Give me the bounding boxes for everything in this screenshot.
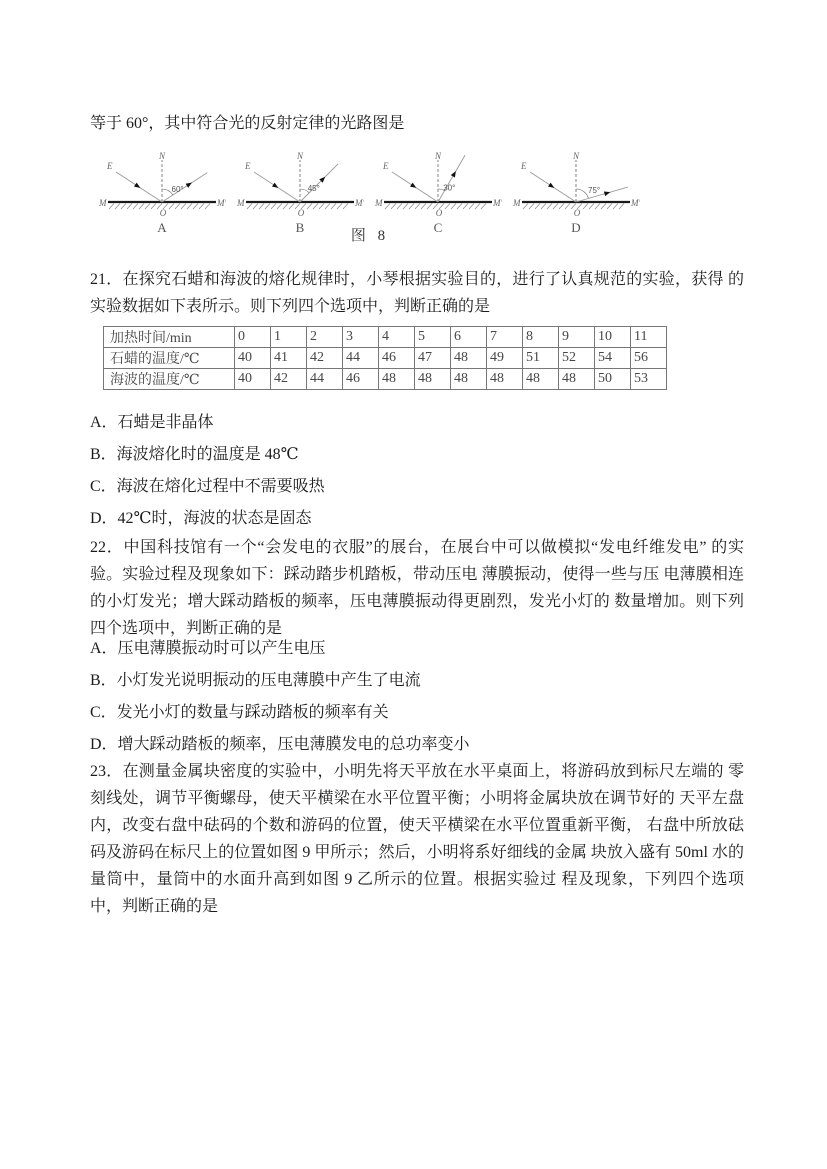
table-cell: 46 (343, 369, 379, 390)
incident-ray-label: E (245, 161, 251, 171)
mirror-hatch (421, 204, 426, 210)
mirror-hatch (529, 204, 534, 210)
mirror-hatch (181, 204, 186, 210)
reflected-ray (438, 155, 465, 202)
table-cell: 48 (415, 369, 451, 390)
mirror-hatch (469, 204, 474, 210)
mirror-hatch (145, 204, 150, 210)
mirror-hatch (289, 204, 294, 210)
table-cell: 54 (595, 348, 631, 369)
table-cell: 42 (271, 369, 307, 390)
mirror-hatch (397, 204, 402, 210)
table-cell: 9 (559, 327, 595, 348)
normal-label: N (434, 151, 442, 161)
table-cell: 49 (487, 348, 523, 369)
mirror-hatch (463, 204, 468, 210)
table-cell: 10 (595, 327, 631, 348)
mirror-hatch (199, 204, 204, 210)
mirror-hatch (115, 204, 120, 210)
mirror-hatch (271, 204, 276, 210)
table-cell: 40 (235, 369, 271, 390)
vertex-label: O (297, 208, 305, 218)
table-row (104, 369, 667, 390)
mirror-hatch (187, 204, 192, 210)
intro-text: 等于 60°，其中符合光的反射定律的光路图是 (90, 115, 405, 132)
table-cell: 51 (523, 348, 559, 369)
mirror-hatch (169, 204, 174, 210)
q21-options (90, 414, 690, 542)
mirror-hatch (451, 204, 456, 210)
mirror-hatch (481, 204, 486, 210)
angle-value-label: 30° (443, 183, 456, 193)
table-cell: 44 (307, 369, 343, 390)
incident-arrowhead (410, 183, 416, 188)
diagram-letter: A (157, 220, 167, 235)
q22-stem: 22．中国科技馆有一个“会发电的衣服”的展台，在展台中可以做模拟“发电纤维发电” 的实验。实验过程及现象如下：踩动踏步机踏板，带动压电 薄膜振动，使得一些与压 电薄膜相连的小灯发光；增大踩动踏板的频率，压电薄膜振动得更剧烈，发光小灯的 数量增加。则下列四个选项中，判断正确的是 (90, 539, 744, 637)
mirror-hatch (547, 204, 552, 210)
mirror-hatch (151, 204, 156, 210)
vertex-label: O (573, 208, 581, 218)
mirror-hatch (427, 204, 432, 210)
mirror-hatch (277, 204, 282, 210)
table-cell: 5 (415, 327, 451, 348)
option-line: B．海波熔化时的温度是 48℃ (90, 446, 299, 463)
row-header-cell: 石蜡的温度/℃ (104, 348, 235, 369)
table-cell: 2 (307, 327, 343, 348)
table-cell: 47 (415, 348, 451, 369)
table-cell: 48 (523, 369, 559, 390)
table-cell: 3 (343, 327, 379, 348)
mirror-hatch (391, 204, 396, 210)
table-cell: 53 (631, 369, 667, 390)
table-cell: 48 (559, 369, 595, 390)
q21-stem: 21．在探究石蜡和海波的熔化规律时，小琴根据实验目的，进行了认真规范的实验，获得 的实验数据如下表所示。则下列四个选项中，判断正确的是 (90, 271, 744, 315)
mirror-hatch (307, 204, 312, 210)
mirror-left-label: M (237, 198, 245, 208)
mirror-hatch (343, 204, 348, 210)
mirror-hatch (445, 204, 450, 210)
table-cell: 52 (559, 348, 595, 369)
normal-label: N (572, 151, 580, 161)
option-line: D．42℃时，海波的状态是固态 (90, 510, 312, 527)
table-row (104, 348, 667, 369)
table-cell: 8 (523, 327, 559, 348)
melting-table-body (104, 327, 667, 390)
mirror-right-label: M′ (631, 198, 640, 208)
mirror-hatch (613, 204, 618, 210)
table-cell: 48 (487, 369, 523, 390)
table-row (104, 327, 667, 348)
mirror-right-label: M′ (493, 198, 502, 208)
table-cell: 6 (451, 327, 487, 348)
normal-label: N (158, 151, 166, 161)
mirror-hatch (175, 204, 180, 210)
option-line: C．海波在熔化过程中不需要吸热 (90, 478, 325, 495)
incident-ray-label: E (107, 161, 113, 171)
mirror-left-label: M (375, 198, 383, 208)
mirror-hatch (403, 204, 408, 210)
option-line: B．小灯发光说明振动的压电薄膜中产生了电流 (90, 672, 421, 689)
incident-ray-label: E (521, 161, 527, 171)
mirror-hatch (319, 204, 324, 210)
mirror-hatch (457, 204, 462, 210)
normal-label: N (296, 151, 304, 161)
angle-value-label: 75° (588, 186, 601, 195)
mirror-hatch (595, 204, 600, 210)
table-cell: 56 (631, 348, 667, 369)
row-header-cell: 加热时间/min (104, 327, 235, 348)
mirror-hatch (565, 204, 570, 210)
diagram-letter: B (295, 220, 305, 235)
option-line: A．石蜡是非晶体 (90, 414, 214, 431)
table-cell: 50 (595, 369, 631, 390)
q23-stem: 23．在测量金属块密度的实验中，小明先将天平放在水平桌面上，将游码放到标尺左端的 零刻线处，调节平衡螺母，使天平横梁在水平位置平衡；小明将金属块放在调节好的 天平左盘内，改变右盘中砝码的个数和游码的位置，使天平横梁在水平位置重新平衡， 右盘中所放砝码及游码在标尺上的位置如图 9 甲所示；然后，小明将系好细线的金属 块放入盛有 50ml 水的量筒中，量筒中的水面升高到如图 9 乙所示的位置。根据实验过 程及现象，下列四个选项中，判断正确的是 (90, 763, 744, 915)
option-line: D．增大踩动踏板的频率，压电薄膜发电的总功率变小 (90, 736, 470, 753)
reflected-arrowhead (451, 171, 456, 177)
table-cell: 48 (451, 369, 487, 390)
table-cell: 41 (271, 348, 307, 369)
table-cell: 4 (379, 327, 415, 348)
table-cell: 7 (487, 327, 523, 348)
mirror-hatch (415, 204, 420, 210)
mirror-hatch (193, 204, 198, 210)
incident-arrowhead (134, 183, 140, 188)
mirror-hatch (589, 204, 594, 210)
table-cell: 1 (271, 327, 307, 348)
diagram-letter: D (571, 220, 581, 235)
mirror-hatch (607, 204, 612, 210)
mirror-hatch (583, 204, 588, 210)
table-cell: 0 (235, 327, 271, 348)
mirror-right-label: M′ (217, 198, 226, 208)
mirror-left-label: M (513, 198, 521, 208)
reflected-ray (162, 173, 207, 202)
table-cell: 46 (379, 348, 415, 369)
mirror-hatch (313, 204, 318, 210)
mirror-hatch (205, 204, 210, 210)
table-cell: 42 (307, 348, 343, 369)
mirror-hatch (133, 204, 138, 210)
mirror-hatch (265, 204, 270, 210)
incident-arrowhead (272, 183, 278, 188)
incident-ray-label: E (383, 161, 389, 171)
table-cell: 11 (631, 327, 667, 348)
mirror-hatch (337, 204, 342, 210)
vertex-label: O (159, 208, 167, 218)
mirror-hatch (535, 204, 540, 210)
reflected-ray (576, 187, 628, 202)
reflected-ray (300, 164, 338, 202)
incident-arrowhead (548, 183, 554, 188)
mirror-hatch (553, 204, 558, 210)
figure8-caption: 图 8 (350, 228, 390, 244)
angle-value-label: 60° (171, 184, 184, 194)
mirror-hatch (283, 204, 288, 210)
mirror-left-label: M (99, 198, 107, 208)
mirror-hatch (247, 204, 252, 210)
mirror-hatch (409, 204, 414, 210)
row-header-cell: 海波的温度/℃ (104, 369, 235, 390)
mirror-hatch (109, 204, 114, 210)
mirror-hatch (139, 204, 144, 210)
melting-data-table (103, 326, 667, 390)
mirror-hatch (253, 204, 258, 210)
vertex-label: O (435, 208, 443, 218)
mirror-hatch (127, 204, 132, 210)
mirror-hatch (385, 204, 390, 210)
mirror-hatch (619, 204, 624, 210)
mirror-hatch (331, 204, 336, 210)
mirror-hatch (121, 204, 126, 210)
table-cell: 40 (235, 348, 271, 369)
angle-arc (576, 189, 589, 198)
option-line: C．发光小灯的数量与踩动踏板的频率有关 (90, 704, 389, 721)
reflected-arrowhead (186, 183, 192, 188)
mirror-hatch (325, 204, 330, 210)
mirror-hatch (523, 204, 528, 210)
mirror-hatch (601, 204, 606, 210)
mirror-right-label: M′ (355, 198, 364, 208)
angle-value-label: 45° (307, 184, 320, 194)
mirror-hatch (541, 204, 546, 210)
mirror-hatch (559, 204, 564, 210)
q22-options (90, 640, 690, 768)
table-cell: 48 (451, 348, 487, 369)
diagram-letter: C (433, 220, 443, 235)
table-cell: 44 (343, 348, 379, 369)
mirror-hatch (259, 204, 264, 210)
reflected-arrowhead (604, 192, 610, 197)
mirror-hatch (475, 204, 480, 210)
table-cell: 48 (379, 369, 415, 390)
option-line: A．压电薄膜振动时可以产生电压 (90, 640, 326, 657)
